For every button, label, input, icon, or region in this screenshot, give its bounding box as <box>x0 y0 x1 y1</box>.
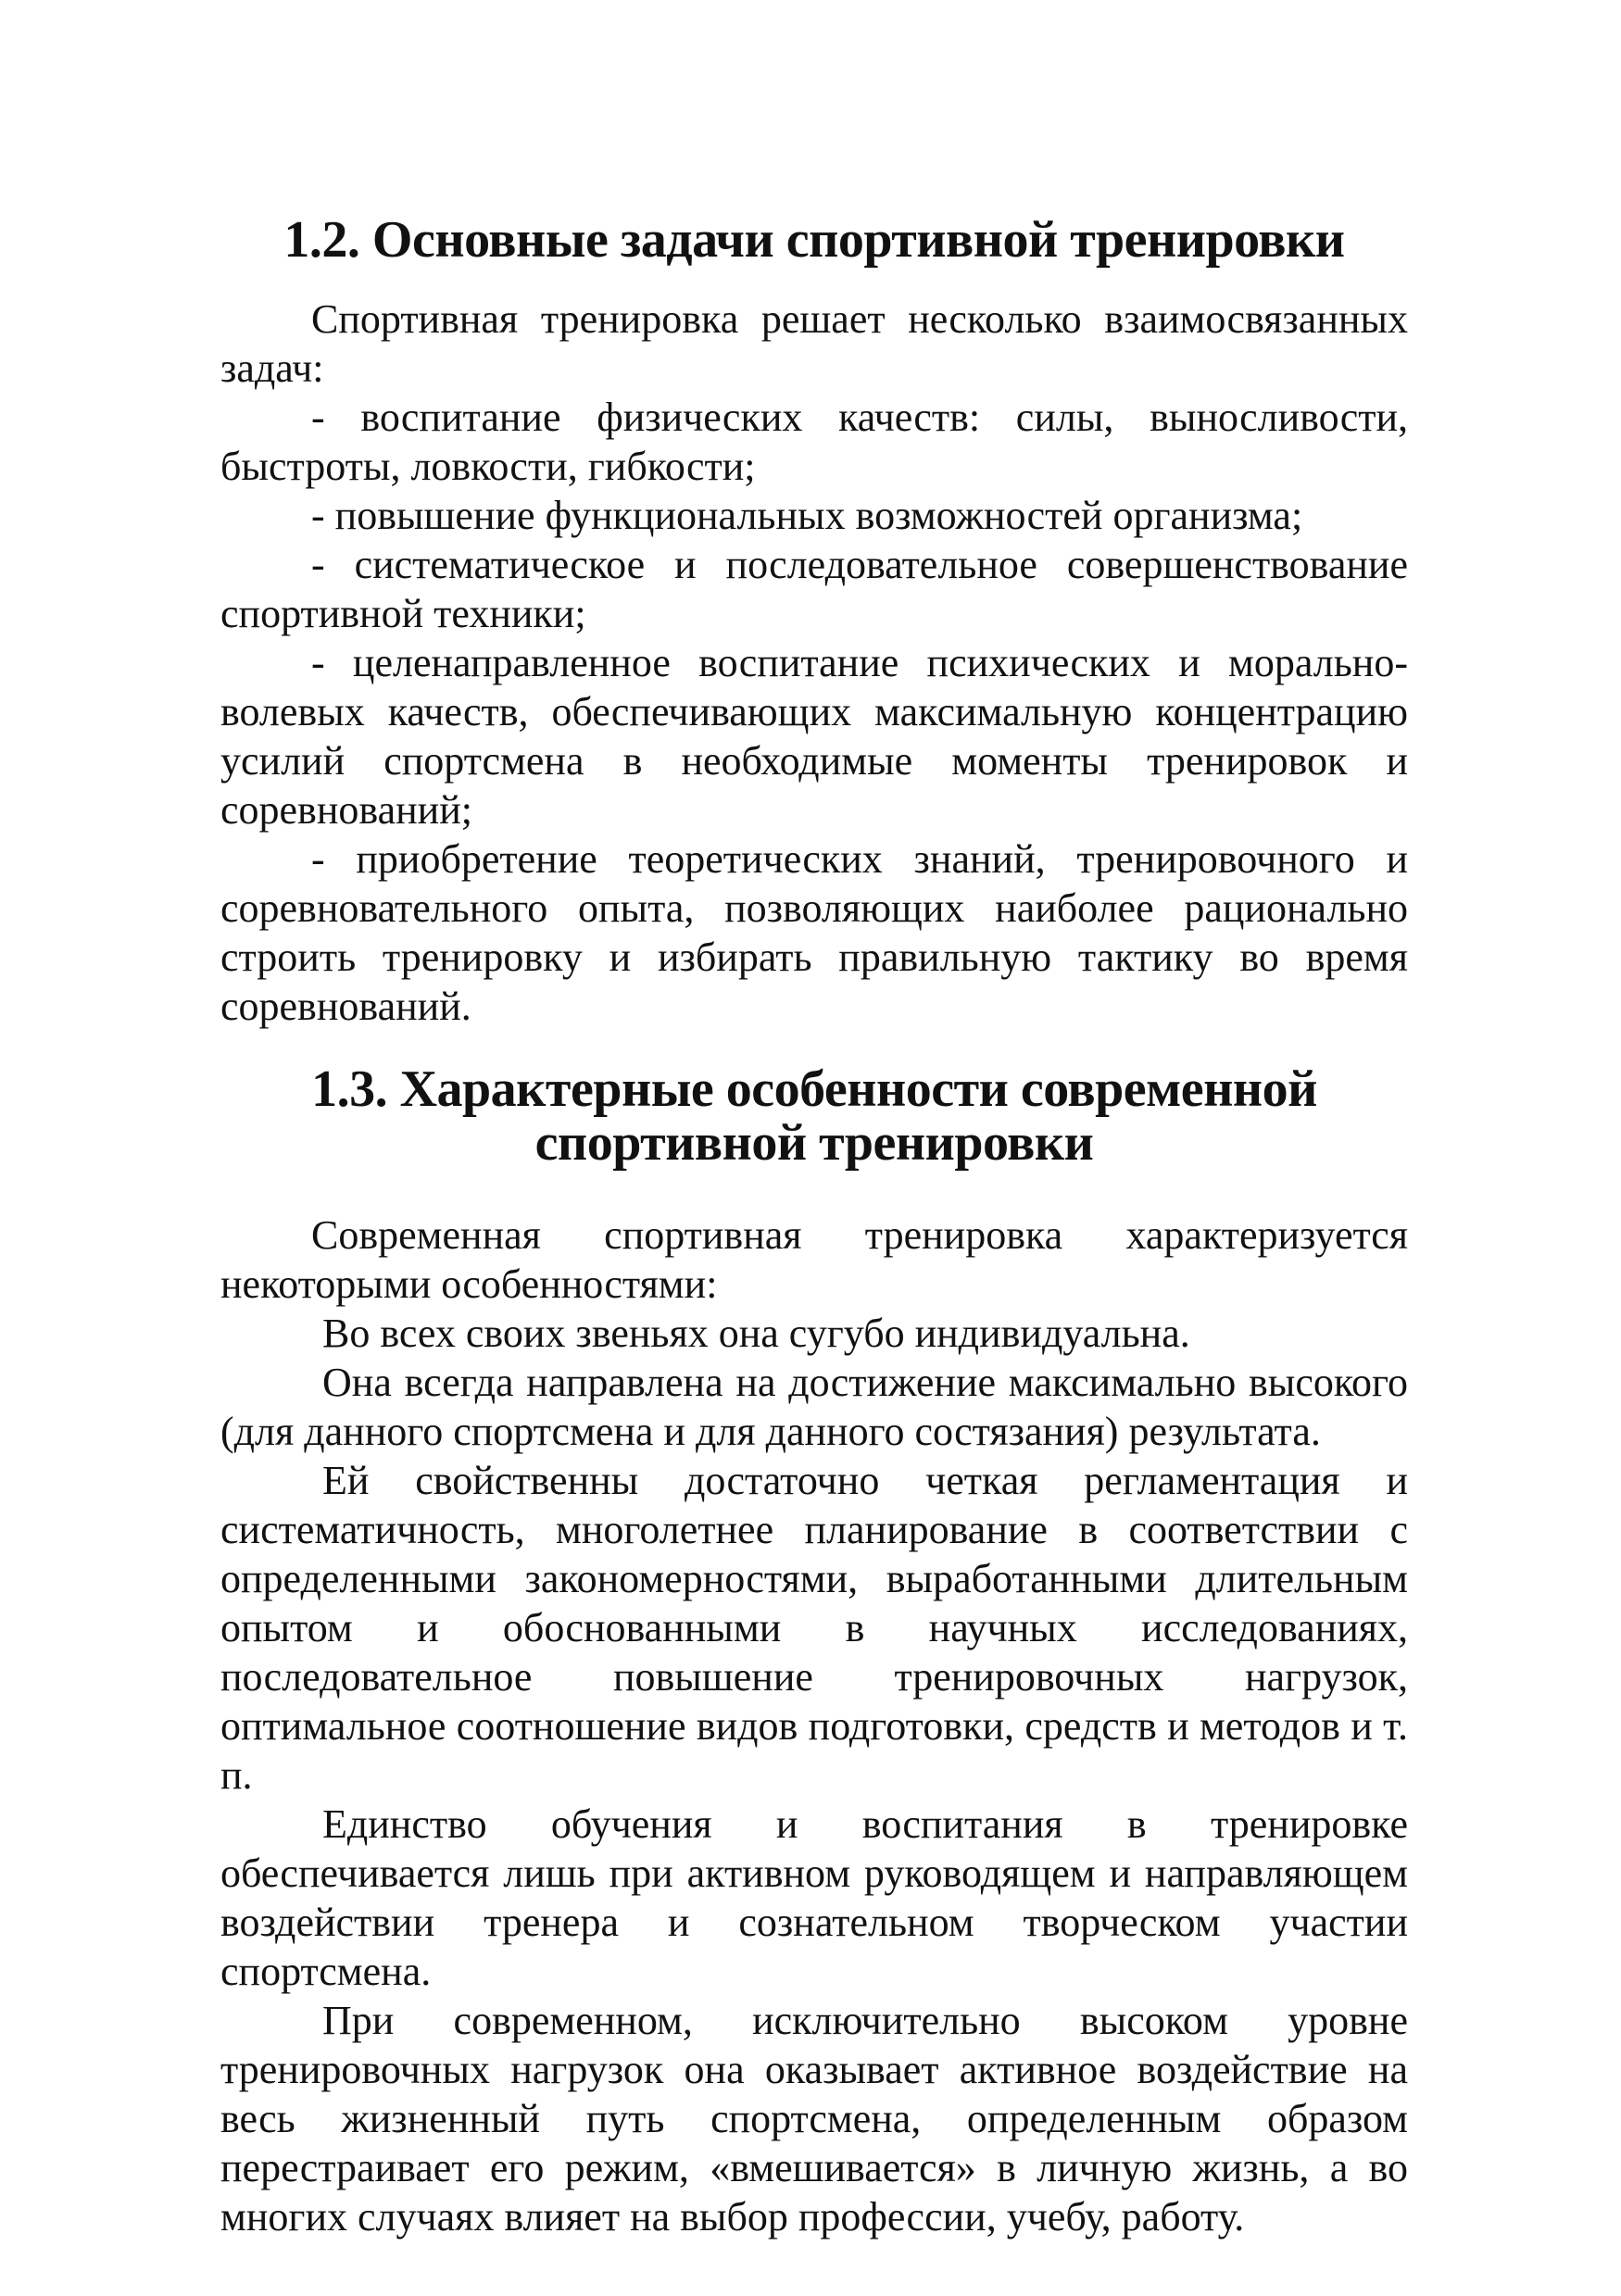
section-1-3-title-line2: спортивной тренировки <box>534 1114 1094 1172</box>
feature-paragraph: Во всех своих звеньях она сугубо индивидуальна. <box>322 1311 1190 1356</box>
section-1-3-title-line1: 1.3. Характерные особенности современной <box>311 1060 1317 1118</box>
features-list <box>220 1309 1408 2241</box>
section-1-2-title: 1.2. Основные задачи спортивной тренировки <box>283 211 1345 269</box>
task-item: - приобретение теоретических знаний, тренировочного и соревновательного опыта, позволяющих наиболее рационально строить тренировку и избирать правильную тактику во время соревнований. <box>220 836 1408 1029</box>
section-1-2-intro: Спортивная тренировка решает несколько взаимосвязанных задач: <box>220 296 1408 391</box>
task-item: - повышение функциональных возможностей организма; <box>311 493 1303 538</box>
task-item: - целенаправленное воспитание психических и морально-волевых качеств, обеспечивающих максимальную концентрацию усилий спортсмена в необходимые моменты тренировок и соревнований; <box>220 640 1408 833</box>
feature-paragraph: Ей свойственны достаточно четкая регламентация и систематичность, многолетнее планирование в соответствии с определенными закономерностями, выработанными длительным опытом и обоснованными в научных исследованиях, последовательное повышение тренировочных нагрузок, оптимальное соотношение видов подготовки, средств и методов и т. п. <box>220 1458 1408 1798</box>
task-list <box>220 393 1408 1031</box>
section-1-3-intro: Современная спортивная тренировка характеризуется некоторыми особенностями: <box>220 1212 1408 1307</box>
feature-paragraph: Она всегда направлена на достижение максимально высокого (для данного спортсмена и для данного состязания) результата. <box>220 1360 1408 1454</box>
feature-paragraph: При современном, исключительно высоком уровне тренировочных нагрузок она оказывает активное воздействие на весь жизненный путь спортсмена, определенным образом перестраивает его режим, «вмешивается» в личную жизнь, а во многих случаях влияет на выбор профессии, учебу, работу. <box>220 1998 1408 2240</box>
document-page <box>220 194 1408 2241</box>
task-item: - воспитание физических качеств: силы, выносливости, быстроты, ловкости, гибкости; <box>220 395 1408 489</box>
section-1-3-title <box>220 1062 1408 1170</box>
task-item: - систематическое и последовательное совершенствование спортивной техники; <box>220 542 1408 636</box>
feature-paragraph: Единство обучения и воспитания в тренировке обеспечивается лишь при активном руководящем и направляющем воздействии тренера и сознательном творческом участии спортсмена. <box>220 1801 1408 1994</box>
